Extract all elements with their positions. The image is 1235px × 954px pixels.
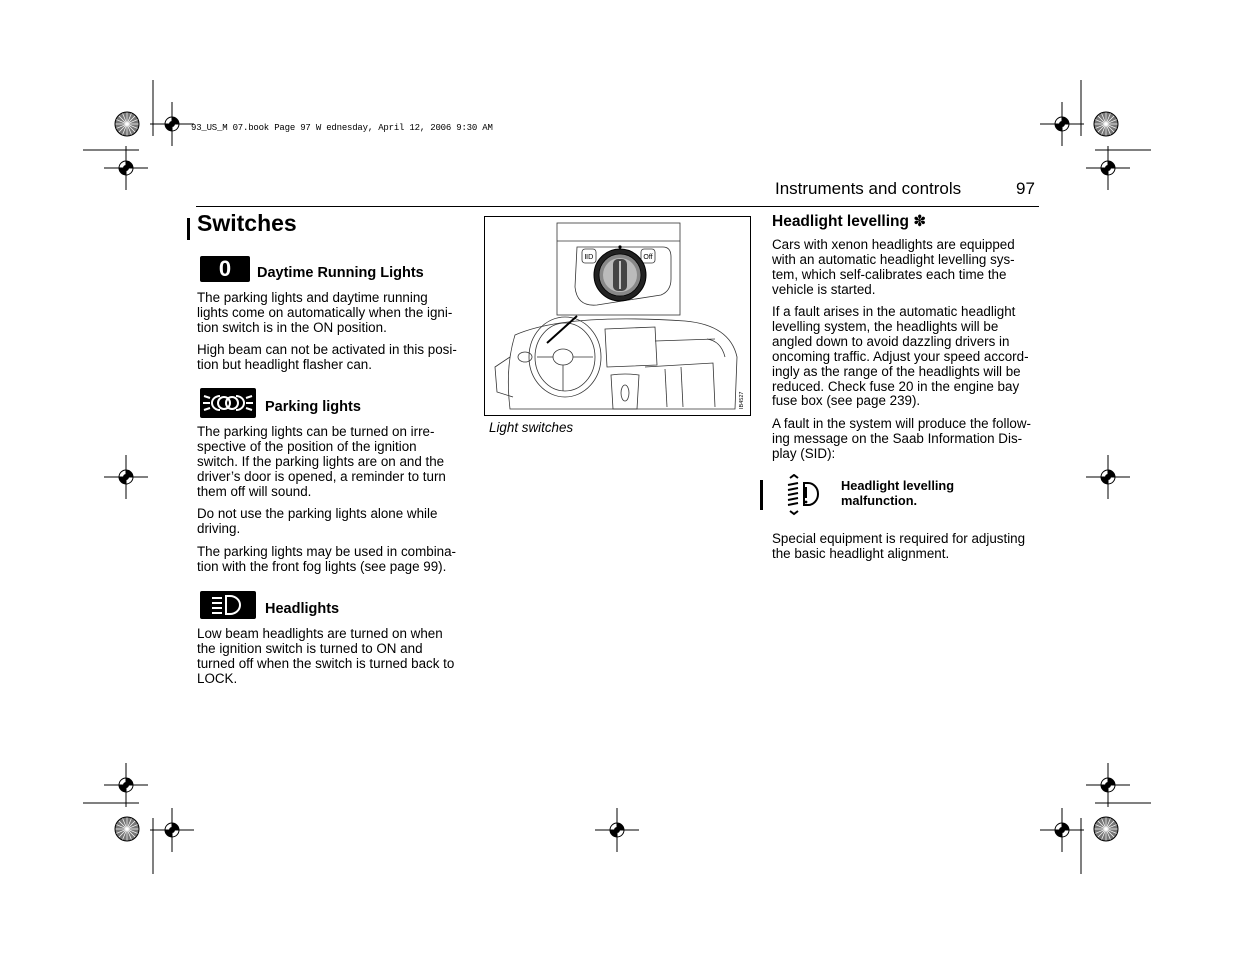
headlight-levelling-warning-icon [784,474,826,516]
parking-paragraph: Do not use the parking lights alone while driving. [197,506,438,536]
drl-icon: 0 [200,256,250,282]
levelling-paragraph: Cars with xenon headlights are equipped with an automatic headlight levelling sys- tem, which self-calibrates each time the vehicle is started. [772,237,1015,297]
figure-code: IB4527 [739,391,745,409]
alignment-paragraph: Special equipment is required for adjusting the basic headlight alignment. [772,531,1026,561]
print-info-line: 93_US_M 07.book Page 97 W ednesday, April 12, 2006 9:30 AM [191,123,493,133]
header-rule [196,206,1039,207]
parking-lights-heading: Parking lights [265,399,361,415]
parking-lights-icon [200,388,256,418]
levelling-paragraph: If a fault arises in the automatic headlight levelling system, the headlights will be angled down to avoid dazzling drivers in oncoming traffic. Adjust your speed accord- ingly as the range of the headlights will be reduced. Check fuse 20 in the engine bay fuse box (see page 239). [772,304,1029,409]
switch-label-left: ⅡⅮ [584,254,594,261]
change-bar [187,218,190,240]
page-number: 97 [1016,179,1035,198]
headlight-levelling-heading: Headlight levelling ✽ [772,213,927,230]
drl-heading: Daytime Running Lights [257,265,424,281]
parking-paragraph: The parking lights can be turned on irre- spective of the position of the ignition switch. If the parking lights are on and the driver’s door is opened, a reminder to turn them off will sound. [197,424,446,499]
parking-paragraph: The parking lights may be used in combina- tion with the front fog lights (see page 99). [197,544,457,574]
drl-paragraph: The parking lights and daytime running lights come on automatically when the igni- tion switch is in the ON position. [197,290,453,335]
headlights-paragraph: Low beam headlights are turned on when the ignition switch is turned to ON and turned off when the switch is turned back to LOCK. [197,626,455,686]
change-bar [760,480,763,510]
levelling-paragraph: A fault in the system will produce the follow- ing message on the Saab Information Dis- play (SID): [772,416,1032,461]
page-title: Switches [197,210,297,236]
headlights-icon [200,591,256,619]
headlights-heading: Headlights [265,601,340,617]
sid-message: Headlight levelling malfunction. [841,478,955,508]
dashboard-illustration [485,217,750,415]
figure-caption: Light switches [489,420,574,435]
light-switch-figure [484,216,751,416]
switch-label-right: Off [643,254,653,261]
running-header-section: Instruments and controls [775,179,962,198]
drl-paragraph: High beam can not be activated in this posi- tion but headlight flasher can. [197,342,457,372]
